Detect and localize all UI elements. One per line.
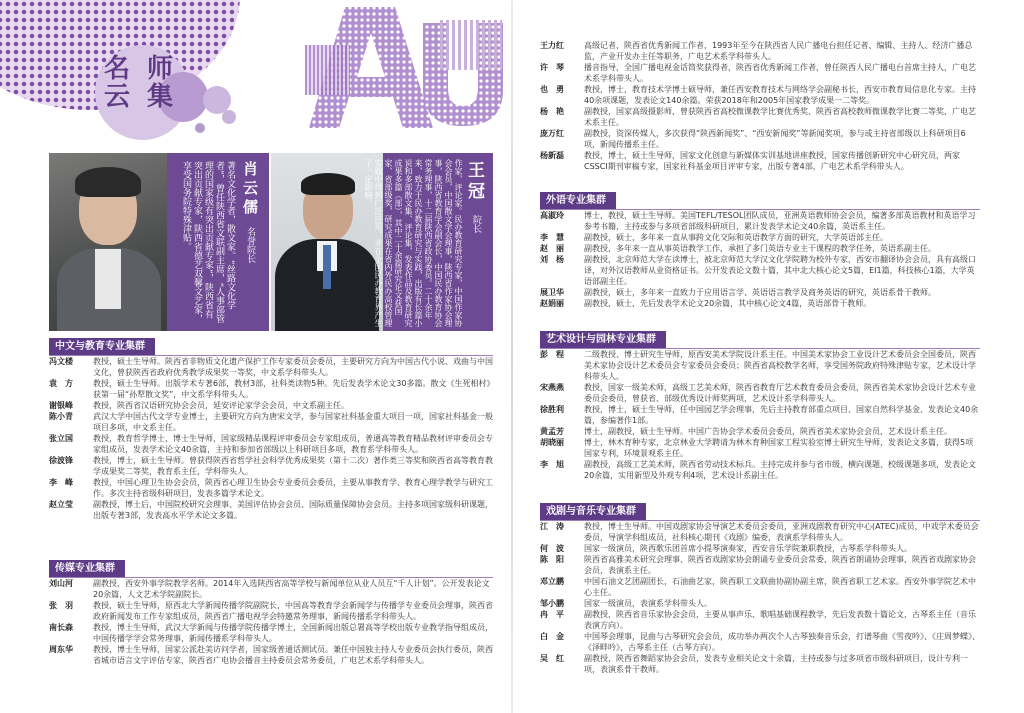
list-item: 胡晓丽 博士，林木育种专家，北京林业大学聘请为林木育种国家工程实验室博士研究生导师，发表论文多篇，获得5项国家专利，环境景观系主任。 [540, 438, 974, 458]
circle-decoration [222, 110, 236, 124]
section-art-design [540, 327, 980, 481]
list-item: 杨新磊 教授，博士，硕士生导师，国家文化创意与新媒体实训基地讲座教授，国家传播创新研究中心研究员，两家CSSCI期刊审稿专家，国家社科基金项目评审专家，出版专著4部，广电艺术系学科带头人。 [540, 151, 960, 171]
list-item: 高淑玲 博士，教授，硕士生导师。美国TEFL/TESOL团队成员，亚洲英语教师协会会员，编著多部英语教材和英语学习参考书籍，主持或参与多项省部级科研项目，累计发表学术论文40余篇，英语系主任。 [540, 211, 976, 231]
list-item: 李 峰 教授，中国心理卫生协会会员，陕西省心理卫生协会专业委员会委员，主要从事教育学、教育心理学教学与研究工作。多次主持省级科研项目，发表多篇学术论文。 [49, 478, 493, 498]
section-title: 外语专业集群 [540, 192, 616, 209]
list-item: 许 琴 播音指导，全国广播电视金话筒奖获得者，陕西省优秀新闻工作者，曾任陕西人民广播电台首席主持人，广电艺术系学科带头人。 [540, 63, 976, 83]
list-item: 张 羽 教授，硕士生导师，原西北大学新闻传播学院副院长，中国高等教育学会新闻学与传播学专业委员会理事，陕西省政府新闻发布工作专家组成员，陕西省广播电视学会特邀常务理事，新闻传播系学科带头人。 [49, 601, 493, 621]
featured-profile-wang [271, 153, 493, 331]
list-item: 赵立莹 副教授，博士后，中国院校研究会理事、美国评估协会会员、国际质量保障协会会员。主持多项国家级科研课题，出版专著3部，发表高水平学术论文多篇。 [49, 500, 493, 520]
list-item: 谢银峰 教授，陕西省汉语研究协会会员，延安评论家学会会员，中文系副主任。 [49, 401, 349, 410]
featured-name: 肖云儒 [241, 161, 259, 218]
list-item: 宋燕燕 教授，国家一级美术师，高级工艺美术师，陕西省教育厅艺术教育委员会委员，陕西省美术家协会设计艺术专业委员会委员，曾获省、部级优秀设计师奖两项，艺术设计系学科带头人。 [540, 383, 976, 403]
section-title: 艺术设计与园林专业集群 [540, 331, 666, 348]
section-media [49, 556, 493, 666]
list-item: 江 涛 教授，博士生导师。中国戏剧家协会导演艺术委员会委员，亚洲戏剧教育研究中心(ATEC)成员，中戏学术委员会委员，导演学科组成员，社科核心期刊《戏剧》编委，表演系学科带头人。 [540, 522, 979, 542]
section-title: 中文与教育专业集群 [49, 338, 155, 355]
list-item: 吴 红 副教授，陕西省舞蹈家协会会员，发表专业相关论文十余篇，主持或参与过多项省市级科研项目，设计专利一项，表演系骨干教师。 [540, 654, 968, 674]
list-item: 白 金 中国琴会理事，昆曲与古琴研究会会员，成功举办两次个人古琴独奏音乐会，打谱琴曲《雪夜吟》、《庄周梦蝶》、《泽畔吟》，古琴系主任（古琴方向）。 [540, 632, 980, 652]
list-item: 冉 平 副教授，陕西省音乐家协会会员，主要从事声乐、歌唱基础课程教学，先后发表数十篇论文，古琴系主任（音乐表演方向）。 [540, 610, 976, 630]
section-media-continued [540, 40, 980, 172]
section-title: 戏剧与音乐专业集群 [540, 503, 646, 520]
list-item: 赵娟丽 副教授，硕士，先后发表学术论文20余篇，其中核心论文4篇，英语部骨干教师。 [540, 299, 872, 308]
section-drama-music [540, 499, 980, 675]
list-item: 彭 程 二级教授、博士研究生导师，原西安美术学院设计系主任。中国美术家协会工业设计艺术委员会全国委员，陕西美术家协会设计艺术委员会专家委员会委员；陕西省高校教学名师，享受国务院政府特殊津贴专家，艺术设计学科带头人。 [540, 350, 976, 381]
list-item: 袁 方 教授，硕士生导师。出版学术专著6部，教材3部，社科类读物5种。先后发表学术论文30多篇。散文《生死相村》获第一届“孙犁散文奖”，中文系学科带头人。 [49, 379, 491, 399]
list-item: 张立国 教授，教育哲学博士，博士生导师，国家级精品课程评审委员会专家组成员，普通高等教育精品教材评审委员会专家组成员，发表学术论文40余篇，主持和参加省部级以上科研项目多项，教育系学科带头人。 [49, 434, 493, 454]
list-item: 刘山河 副教授，西安外事学院教学名师。2014年入选陕西省高等学校与新闻单位从业人员互“千人计划”。公开发表论文20余篇，人文艺术学院副院长。 [49, 579, 490, 599]
list-item: 庞万红 副教授，资深传媒人，多次获得“陕西新闻奖”、“西安新闻奖”等新闻奖项，参与或主持省部级以上科研项目6项，新闻传播系主任。 [540, 129, 966, 149]
circle-decoration [195, 123, 205, 133]
list-item: 何 波 国家一级演员，陕西歌乐团首席小提琴演奏家，西安音乐学院兼职教授，古琴系学科带头人。 [540, 544, 912, 553]
featured-bio: 著名文化学者，散文家。“丝路文化学者”，曾任陕西省文联副主席，“人事部管理的国家级有突出贡献专家”，陕西省有突出贡献专家，陕西省德艺双馨文艺家，享受国务院特殊津贴。 [181, 161, 235, 324]
list-item: 陈小青 武汉大学中国古代文学专业博士，主要研究方向为唐宋文学，参与国家社科基金重大项目一项，国家社科基金一般项目多项，中文系主任。 [49, 412, 493, 432]
list-item: 邓立鹏 中国石油文艺团副团长，石油曲艺家，陕西职工文联曲协副协副主席，陕西省职工艺术家。西安外事学院艺术中心主任。 [540, 577, 976, 597]
page-title: 名 师 云 集 [104, 54, 178, 112]
list-item: 周东华 教授，博士生导师，国家公派赴美访问学者，国家级普通话测试员。兼任中国独主持人专业委员会执行委员，陕西省城市语言文字评估专家，陕西省广电协会播音主持委员会常务委员，广电艺术系学科带头人。 [49, 645, 493, 665]
list-item: 刘 杨 副教授，北京师范大学在读博士，被北京师范大学汉文化学院聘为校外专家，西安市翻译协会会员，具有高级口译，对外汉语教师从业资格证书。公开发表论文数十篇，其中北大核心论文5篇，EI1篇，科技核心1篇，大学英语部副主任。 [540, 255, 976, 286]
list-item: 李 旭 副教授，高级工艺美术师，陕西省劳动技术标兵。主持完成并参与省市级、横向课题、校级课题多项，发表论文20余篇，实用新型及外观专利4项，艺术设计系副主任。 [540, 460, 976, 480]
list-item: 展卫华 副教授，硕士，多年来一直致力于应用语言学、英语语言教学及商务英语的研究，英语系骨干教师。 [540, 288, 936, 297]
featured-role: 院长 [471, 215, 481, 233]
bio-panel [167, 153, 269, 331]
list-item: 南长森 教授，博士生导师，武汉大学新闻与传播学院传播学博士，全国新闻出版总署高等学校出版专业教学指导组成员，中国传播学学会常务理事，新闻传播系学科带头人。 [49, 623, 493, 643]
section-title: 传媒专业集群 [49, 560, 125, 577]
page-fold [511, 0, 513, 713]
list-item: 赵 丽 副教授，多年来一直从事英语教学工作，承担了多门英语专业主干课程的教学任务，英语系副主任。 [540, 244, 936, 253]
list-item: 也 勇 教授，博士，教育技术学博士硕导师，兼任西安教育技术与网络学会副秘书长，西安市教育局信息化专家。主持40余项课题，发表论文140余篇。荣获2018年和2005年国家教学成果一二等奖。 [540, 85, 976, 105]
list-item: 李 慧 副教授，硕士，多年来一直从事跨文化交际和英语教学方面的研究，大学英语部主任。 [540, 233, 888, 242]
list-item: 王力红 高级记者，陕西省优秀新闻工作者，1993年至今在陕西省人民广播电台担任记者、编辑、主持人、经济广播总监，产业开发办主任等职务，广电艺术系学科带头人。 [540, 41, 973, 61]
stripe-decoration [440, 20, 502, 70]
featured-role: 名誉院长 [245, 227, 255, 263]
featured-name: 王冠 [464, 161, 484, 203]
list-item: 徐波锋 教授，博士，硕士生导师。曾获得陕西省哲学社会科学优秀成果奖（第十二次）著作类三等奖和陕西省高等教育教学成果奖二等奖，教育系主任，学科带头人。 [49, 456, 493, 476]
list-item: 杨 艳 副教授，国家高级摄影师，曾获陕西省高校微课教学比赛优秀奖、陕西省高校教师微课教学比赛二等奖，广电艺术系主任。 [540, 107, 976, 127]
section-foreign-language [540, 188, 980, 309]
bio-panel [364, 153, 493, 331]
section-chinese-education [49, 334, 493, 521]
featured-bio: 作家，评论家。民办教育研究专家，中国作家协会会员，中国散文学会理事，陕西省作家协会理事，陕西省教育学会副会长，中国民办教育协会常务理事，十二届陕西省政协委员。二十余年来，致力于民办教育研究与实践，出版有长篇小说和多部散文集、评论集，发表作品及教育研究成果多篇（部），其中二十余篇研究论文获国家、省部级奖，研究成果在省内外民办高校管理实践中得到广泛应用，并在全国民办教育界产生了一定影响。 [364, 159, 463, 327]
list-item: 邹小鹏 国家一级演员，表演系学科带头人。 [540, 599, 712, 608]
featured-profile-xiao [49, 153, 269, 331]
list-item: 黄孟芳 博士，副教授，硕士生导师。中国广告协会学术委员会委员，陕西省美术家协会会员，艺术设计系主任。 [540, 427, 952, 436]
list-item: 陈 阳 陕西省高雅美术研究会理事、陕西省戏剧家协会朗诵专业委员会常委，陕西省朗诵协会理事，陕西省戏剧家协会会员，表演系主任。 [540, 555, 976, 575]
list-item: 冯文楼 教授，硕士生导师。陕西省非物质文化遗产保护工作专家委员会委员，主要研究方向为中国古代小说、戏曲与中国文化，曾获陕西省政府优秀教学成果奖一等奖，中文系学科带头人。 [49, 357, 493, 377]
letter-a-graphic [305, 5, 435, 130]
portrait-photo [49, 153, 167, 331]
list-item: 徐胜利 教授，博士，硕士生导师，任中国园艺学会理事，先后主持教育部重点项目、国家自然科学基金、发表论文40余篇，参编著作1部。 [540, 405, 979, 425]
